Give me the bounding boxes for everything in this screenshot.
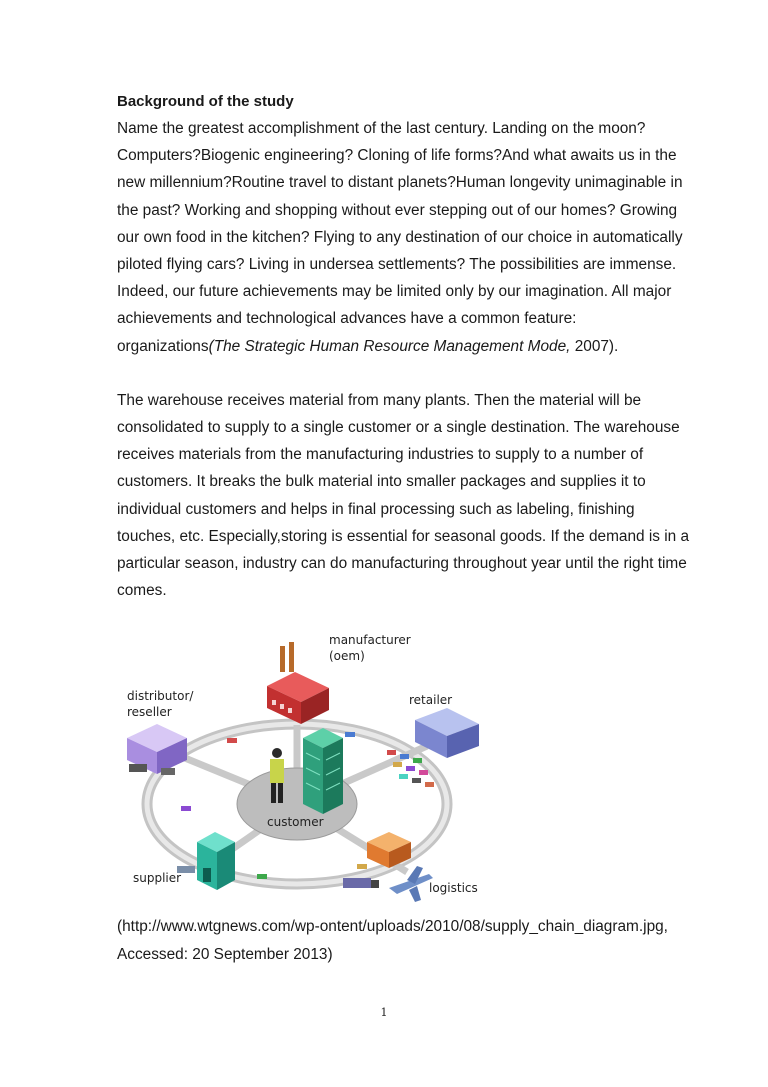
citation-year: 2007). bbox=[570, 337, 619, 355]
body-text bbox=[117, 92, 697, 604]
distributor-label: distributor/ bbox=[127, 689, 194, 703]
distributor-warehouse-icon bbox=[127, 724, 187, 775]
paragraph-2: The warehouse receives material from many plants. Then the material will be consolidated to supply to a single customer or a single destination. The warehouse receives materials from the manufacturing industries to supply to a number of customers. It breaks the bulk material into smaller packages and supplies it to individual customers and helps in final processing such as labeling, finishing touches, etc. Especially,storing is essential for seasonal goods. If the demand is in a particular season, industry can do manufacturing throughout year until the right time comes. bbox=[117, 391, 690, 600]
paragraph-1-text: Name the greatest accomplishment of the last century. Landing on the moon? Computers?Biogenic engineering? Cloning of life forms?And what awaits us in the new millennium?Routine travel to distant planets?Human longevity unimaginable in the past? Working and shopping without ever stepping out of our homes? Growing our own food in the kitchen? Flying to any destination of our choice in automatically piloted flying cars? Living in undersea settlements? The possibilities are immense. Indeed, our future achievements may be limited only by our imagination. All major achievements and technological advances have a common feature: organizations bbox=[117, 120, 683, 355]
truck-icon bbox=[343, 878, 379, 888]
supply-chain-diagram bbox=[117, 628, 485, 906]
caption-url: (http://www.wtgnews.com/wp-ontent/uploads/2010/08/supply_chain_diagram.jpg, bbox=[117, 918, 668, 935]
logistics-label: logistics bbox=[429, 881, 478, 895]
citation-title: (The Strategic Human Resource Management Mode, bbox=[208, 337, 571, 355]
airplane-icon bbox=[389, 866, 433, 902]
paragraph-1 bbox=[117, 115, 697, 360]
office-building-icon bbox=[303, 728, 343, 814]
section-heading: Background of the study bbox=[117, 93, 294, 110]
factory-icon bbox=[267, 642, 329, 724]
supplier-label: supplier bbox=[133, 871, 182, 885]
manufacturer-sublabel: (oem) bbox=[329, 649, 365, 663]
figure-caption bbox=[117, 913, 697, 969]
supply-chain-diagram-svg bbox=[117, 628, 485, 906]
caption-accessed: Accessed: 20 September 2013) bbox=[117, 946, 333, 963]
distributor-sublabel: reseller bbox=[127, 705, 172, 719]
manufacturer-label: manufacturer bbox=[329, 633, 411, 647]
retailer-label: retailer bbox=[409, 693, 453, 707]
customer-label: customer bbox=[267, 815, 324, 829]
page-number: 1 bbox=[380, 1006, 388, 1019]
